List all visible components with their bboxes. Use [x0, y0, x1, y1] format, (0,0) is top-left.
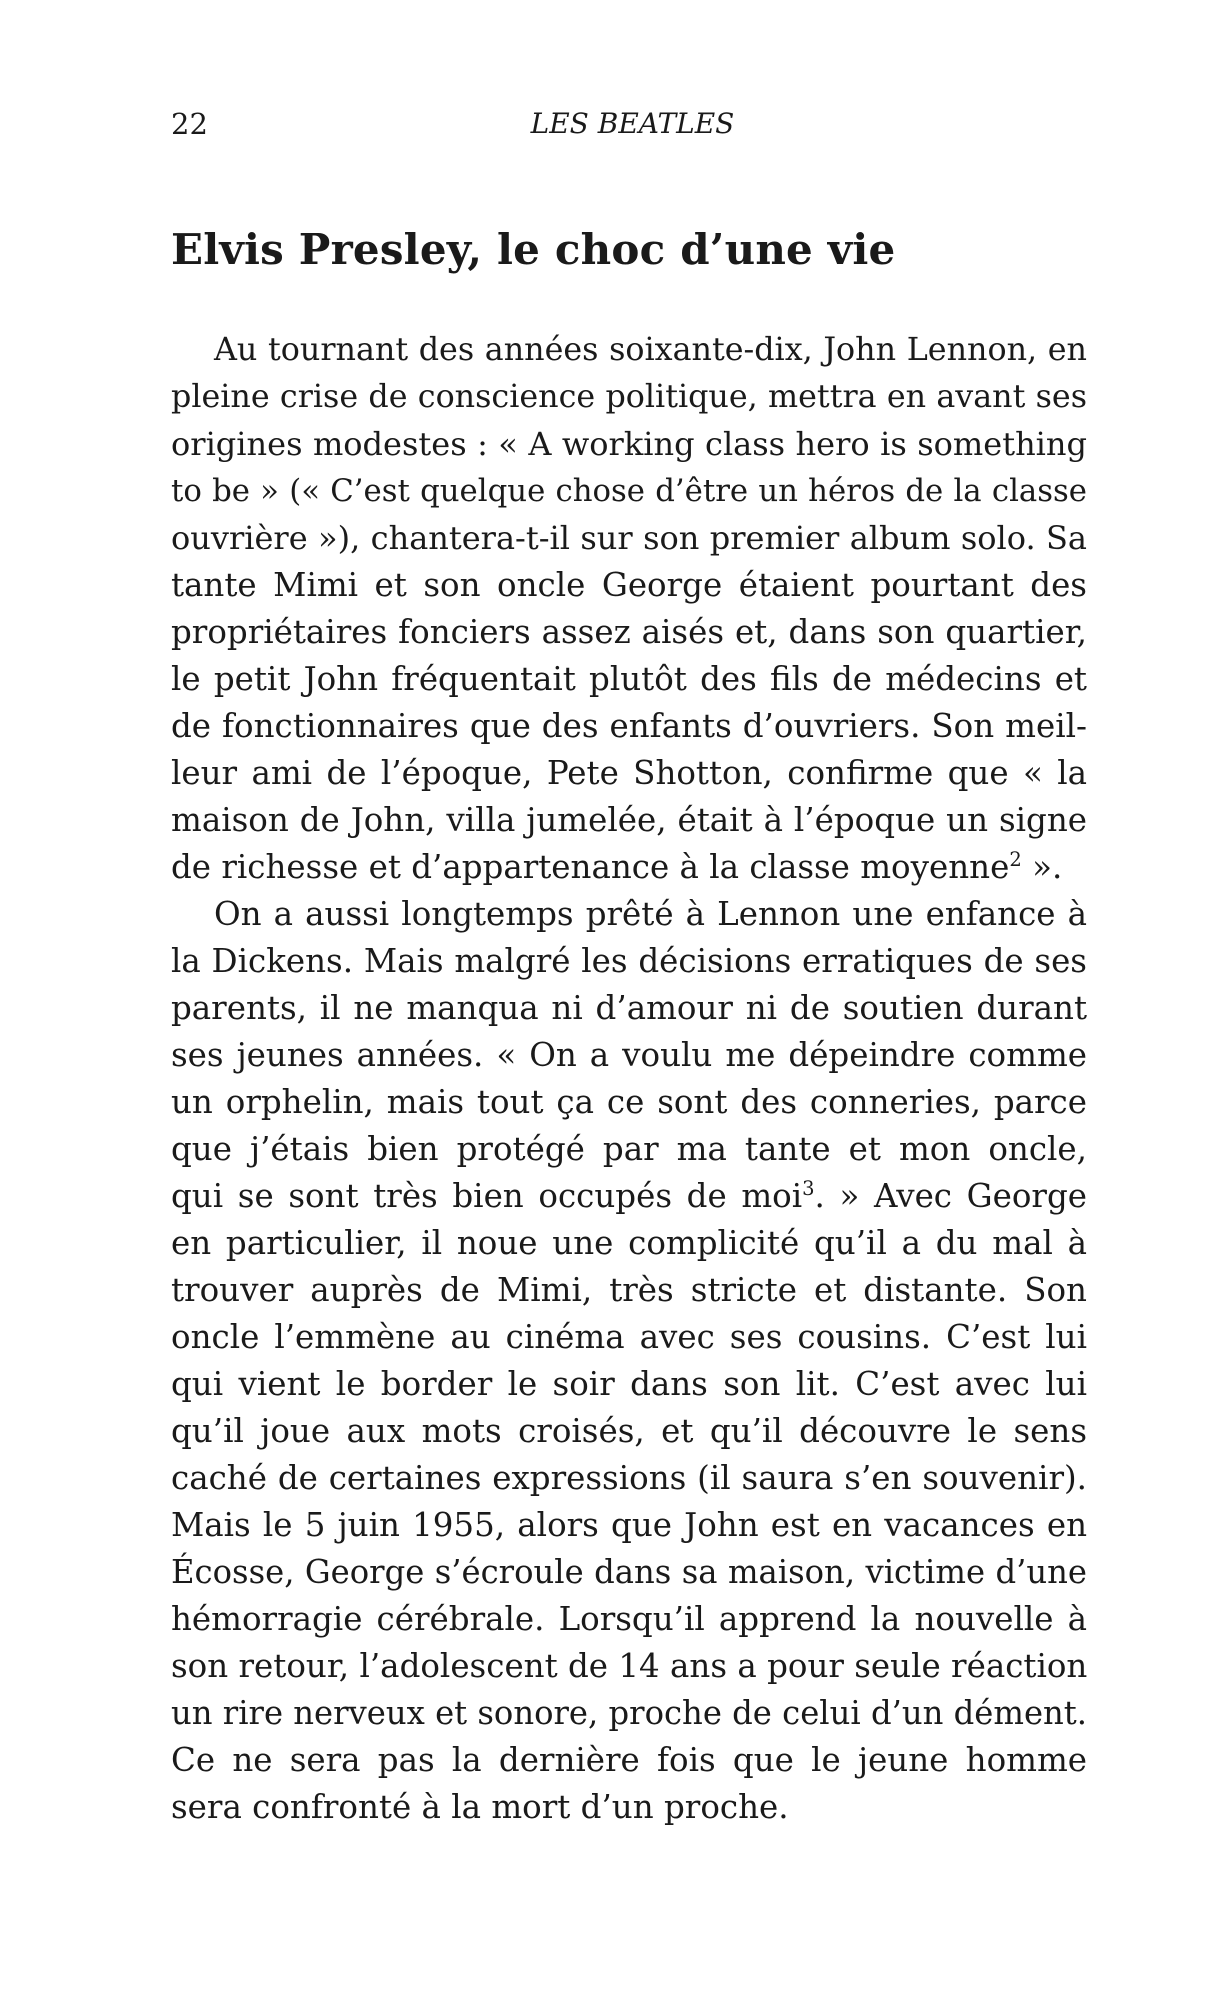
text-line: que j’étais bien protégé par ma tante et mon oncle, [171, 1130, 1087, 1168]
text-line: caché de certaines expressions (il saura s’en souvenir). [171, 1459, 1087, 1497]
text-line: qu’il joue aux mots croisés, et qu’il découvre le sens [171, 1412, 1087, 1450]
text-line: oncle l’emmène au cinéma avec ses cousins. C’est lui [171, 1318, 1087, 1356]
text-line: leur ami de l’époque, Pete Shotton, confirme que « la [171, 754, 1087, 792]
text-segment: ». [1021, 848, 1063, 886]
paragraph-2 [171, 891, 1087, 1831]
text-line: origines modestes : « A working class hero is something [171, 425, 1087, 463]
text-line: ouvrière »), chantera-t-il sur son premier album solo. Sa [171, 519, 1087, 557]
text-line: sera confronté à la mort d’un proche. [171, 1788, 789, 1826]
text-line: to be » (« C’est quelque chose d’être un héros de la classe [171, 473, 1087, 509]
text-line: en particulier, il noue une complicité qu’il a du mal à [171, 1224, 1087, 1262]
text-line: Ce ne sera pas la dernière fois que le jeune homme [171, 1741, 1087, 1779]
footnote-ref-2: 2 [1009, 848, 1022, 872]
text-line: le petit John fréquentait plutôt des fils de médecins et [171, 660, 1087, 698]
paragraph-1 [171, 327, 1087, 891]
text-line: trouver auprès de Mimi, très stricte et distante. Son [171, 1271, 1087, 1309]
text-line: son retour, l’adolescent de 14 ans a pour seule réaction [171, 1647, 1088, 1685]
text-segment: . » Avec George [814, 1177, 1087, 1215]
text-line: propriétaires fonciers assez aisés et, dans son quartier, [171, 613, 1087, 651]
text-line: ses jeunes années. « On a voulu me dépeindre comme [171, 1036, 1087, 1074]
body-text [171, 327, 1087, 1831]
text-line: pleine crise de conscience politique, mettra en avant ses [171, 379, 1087, 415]
text-line: parents, il ne manqua ni d’amour ni de soutien durant [171, 989, 1087, 1027]
text-line: tante Mimi et son oncle George étaient pourtant des [171, 566, 1087, 604]
text-line: un orphelin, mais tout ça ce sont des conneries, parce [171, 1083, 1087, 1121]
text-line: un rire nerveux et sonore, proche de celui d’un dément. [171, 1694, 1088, 1732]
text-line: Mais le 5 juin 1955, alors que John est en vacances en [171, 1506, 1087, 1544]
text-line: qui vient le border le soir dans son lit. C’est avec lui [171, 1365, 1087, 1403]
text-segment: de richesse et d’appartenance à la classe moyenne [171, 848, 1010, 886]
text-segment: qui se sont très bien occupés de moi [171, 1177, 803, 1215]
running-head: LES BEATLES [530, 107, 735, 140]
footnote-ref-3: 3 [802, 1177, 815, 1201]
page-number: 22 [171, 107, 208, 141]
text-line [171, 1173, 1087, 1220]
text-line: Au tournant des années soixante-dix, John Lennon, en [214, 332, 1087, 368]
text-line: maison de John, villa jumelée, était à l’époque un signe [171, 801, 1087, 839]
text-line: hémorragie cérébrale. Lorsqu’il apprend la nouvelle à [171, 1600, 1087, 1638]
text-line: Écosse, George s’écroule dans sa maison, victime d’une [171, 1553, 1087, 1591]
text-line [171, 844, 1087, 891]
text-line: la Dickens. Mais malgré les décisions erratiques de ses [171, 942, 1087, 980]
text-line: de fonctionnaires que des enfants d’ouvriers. Son meil- [171, 707, 1087, 745]
text-line: On a aussi longtemps prêté à Lennon une enfance à [214, 895, 1087, 933]
section-title: Elvis Presley, le choc d’une vie [171, 225, 896, 274]
